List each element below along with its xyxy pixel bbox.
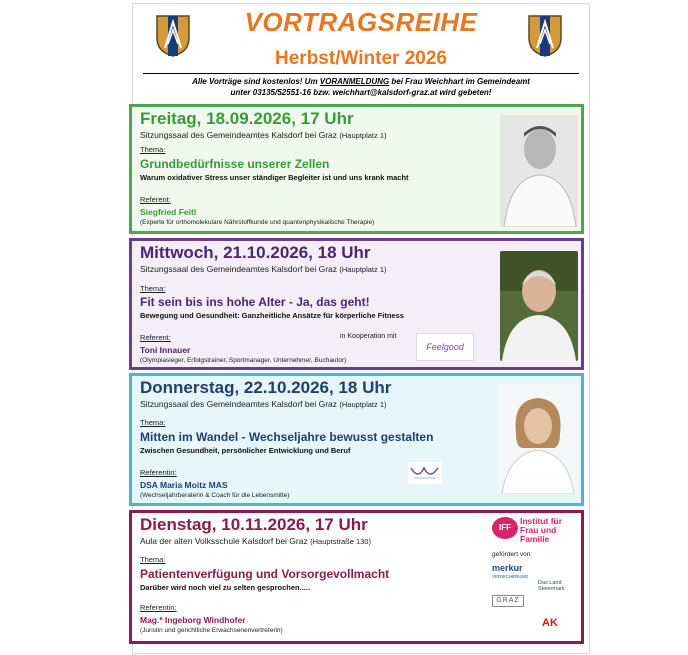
event-topic: Fit sein bis ins hohe Alter - Ja, das geht! xyxy=(140,295,370,309)
page-subtitle: Herbst/Winter 2026 xyxy=(275,48,447,69)
event-card-3 xyxy=(129,373,584,506)
sponsor-label: gefördert von: xyxy=(492,551,533,558)
graz-logo: GRAZ xyxy=(492,595,524,607)
event-subtitle: Warum oxidativer Stress unser ständiger Begleiter ist und uns krank macht xyxy=(140,173,409,182)
merkur-logo-tagline: VERSICHERUNG xyxy=(492,574,529,579)
cooperation-label: in Kooperation mit xyxy=(340,333,397,340)
page-title: VORTRAGSREIHE xyxy=(244,7,478,37)
topic-label: Thema: xyxy=(140,418,166,427)
ak-logo: AK xyxy=(542,617,558,629)
event-card-4 xyxy=(129,510,584,644)
iff-name: Institut für Frau und Familie xyxy=(520,516,563,544)
event-card-2 xyxy=(129,238,584,370)
event-subtitle: Bewegung und Gesundheit: Ganzheitliche Ansätze für körperliche Fitness xyxy=(140,311,404,320)
speaker-photo xyxy=(498,384,578,494)
event-date: Dienstag, 10.11.2026, 17 Uhr xyxy=(140,515,368,534)
event-subtitle: Darüber wird noch viel zu selten gesprochen..... xyxy=(140,583,311,592)
speaker-label: Referentin: xyxy=(140,468,177,477)
iff-logo: IFF xyxy=(492,517,518,539)
event-topic: Patientenverfügung und Vorsorgevollmacht xyxy=(140,567,390,581)
event-date: Freitag, 18.09.2026, 17 Uhr xyxy=(140,109,354,128)
merkur-logo: merkur xyxy=(492,563,523,573)
feelgood-logo: Feelgood xyxy=(416,333,474,361)
event-venue: Sitzungssaal des Gemeindeamtes Kalsdorf bei Graz (Hauptplatz 1) xyxy=(140,399,387,409)
speaker-photo xyxy=(500,115,578,227)
speaker-description: (Juristin und gerichtliche Erwachsenenvertreterin) xyxy=(140,627,283,634)
wechseljahre-logo-icon xyxy=(408,462,442,484)
speaker-photo xyxy=(500,251,578,361)
event-topic: Mitten im Wandel - Wechseljahre bewusst gestalten xyxy=(140,430,434,444)
event-date: Mittwoch, 21.10.2026, 18 Uhr xyxy=(140,243,371,262)
topic-label: Thema: xyxy=(140,145,166,154)
steiermark-logo: Das Land Steiermark xyxy=(538,580,565,592)
speaker-name: Toni Innauer xyxy=(140,345,191,355)
event-subtitle: Zwischen Gesundheit, persönlicher Entwicklung und Beruf xyxy=(140,446,351,455)
event-topic: Grundbedürfnisse unserer Zellen xyxy=(140,157,330,171)
event-venue: Sitzungssaal des Gemeindeamtes Kalsdorf bei Graz (Hauptplatz 1) xyxy=(140,264,387,274)
speaker-name: Siegfried Feitl xyxy=(140,207,197,217)
event-venue: Sitzungssaal des Gemeindeamtes Kalsdorf bei Graz (Hauptplatz 1) xyxy=(140,130,387,140)
topic-label: Thema: xyxy=(140,284,166,293)
topic-label: Thema: xyxy=(140,555,166,564)
speaker-label: Referent: xyxy=(140,195,171,204)
speaker-label: Referent: xyxy=(140,333,171,342)
event-card-1 xyxy=(129,104,584,234)
divider xyxy=(143,73,579,74)
event-date: Donnerstag, 22.10.2026, 18 Uhr xyxy=(140,378,392,397)
speaker-label: Referentin: xyxy=(140,603,177,612)
speaker-description: (Wechseljahrberaterin & Coach für die Lebensmitte) xyxy=(140,492,290,499)
speaker-description: (Olympiasieger, Erfolgstrainer, Sportmanager, Unternehmer, Buchautor) xyxy=(140,357,347,364)
speaker-name: DSA Maria Moitz MAS xyxy=(140,480,228,490)
speaker-description: (Experte für orthomolekulare Nährstoffkunde und quantenphysikalische Therapie) xyxy=(140,219,375,226)
speaker-name: Mag.ª Ingeborg Windhofer xyxy=(140,615,246,625)
event-venue: Aula der alten Volksschule Kalsdorf bei Graz (Hauptstraße 130) xyxy=(140,536,371,546)
registration-notice: Alle Vorträge sind kostenlos! Um VORANMELDUNG bei Frau Weichhart im Gemeindeamt unter 03135/52551-16 bzw. weichhart@kalsdorf-graz.at wird gebeten! xyxy=(192,77,530,97)
